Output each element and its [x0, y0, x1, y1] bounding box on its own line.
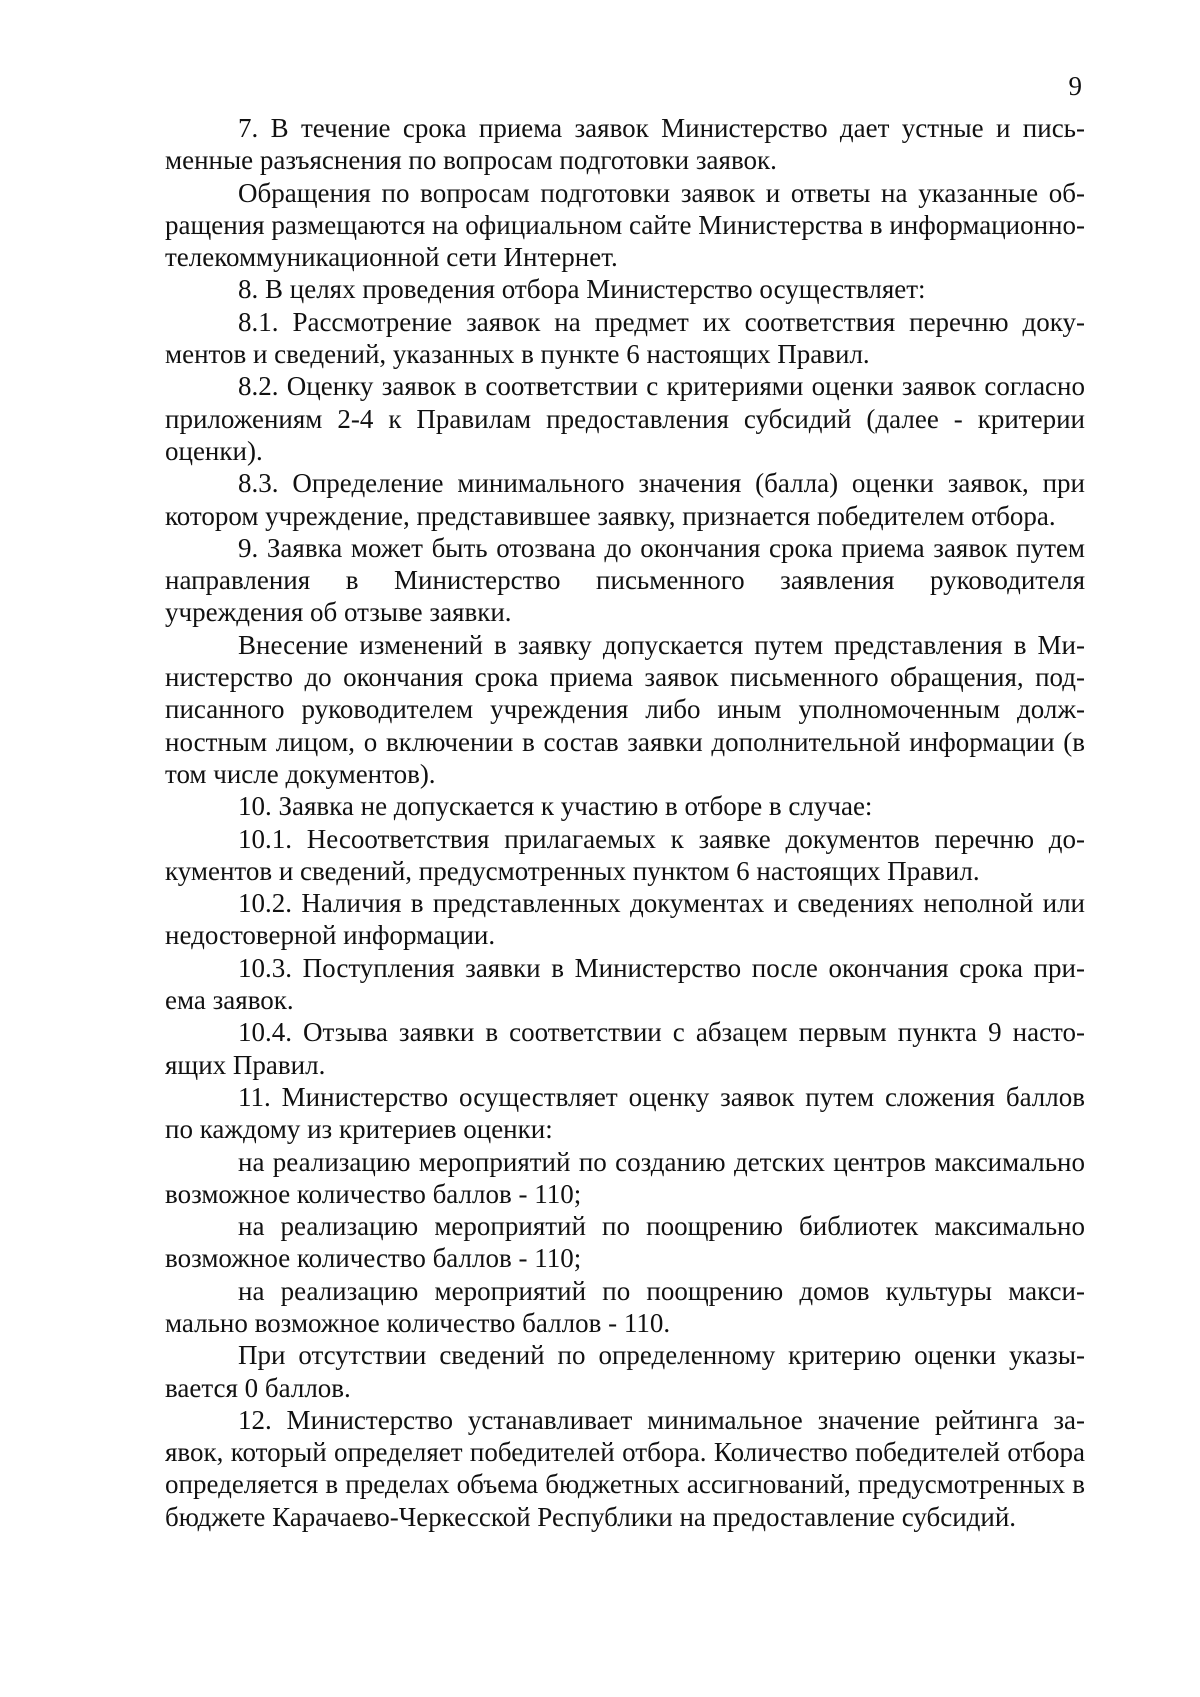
criterion-children-centers: на реализацию мероприятий по созданию детских центров максимально возможное количество баллов - 110;: [165, 1146, 1085, 1209]
paragraph-12: 12. Министерство устанавливает минимальное значение рейтинга заявок, который определяет победителей отбора. Количество победителей отбора определяется в пределах объема бюджетных ассигнований, предусмотренных в бюджете Карачаево-Черкесской Республики на предоставление субсидий.: [165, 1404, 1085, 1532]
paragraph-10-3: 10.3. Поступления заявки в Министерство после окончания срока приема заявок.: [165, 952, 1085, 1016]
paragraph-11-zero-points: При отсутствии сведений по определенному критерию оценки указывается 0 баллов.: [165, 1340, 1085, 1403]
paragraph-10-4: 10.4. Отзыва заявки в соответствии с абзацем первым пункта 9 настоящих Правил.: [165, 1017, 1085, 1080]
paragraph-11: 11. Министерство осуществляет оценку заявок путем сложения баллов по каждому из критериев оценки:: [165, 1081, 1085, 1145]
paragraph-9-amendments: Внесение изменений в заявку допускается путем представления в Министерство до окончания срока приема заявок письменного обращения, подписанного руководителем учреждения либо иным уполномоченным должностным лицом, о включении в состав заявки дополнительной информации (в том числе документов).: [165, 629, 1085, 789]
paragraph-8: 8. В целях проведения отбора Министерство осуществляет:: [238, 274, 926, 305]
paragraph-10-2: 10.2. Наличия в представленных документах и сведениях неполной или недостоверной информации.: [165, 888, 1085, 951]
page-number: 9: [1068, 71, 1082, 101]
paragraph-7-appeals: Обращения по вопросам подготовки заявок и ответы на указанные обращения размещаются на официальном сайте Министерства в информационно-телекоммуникационной сети Интернет.: [165, 177, 1085, 273]
paragraph-9: 9. Заявка может быть отозвана до окончания срока приема заявок путем направления в Министерство письменного заявления руководителя учреждения об отзыве заявки.: [165, 532, 1085, 628]
paragraph-7: 7. В течение срока приема заявок Министерство дает устные и письменные разъяснения по вопросам подготовки заявок.: [165, 113, 1085, 176]
paragraph-8-1: 8.1. Рассмотрение заявок на предмет их соответствия перечню документов и сведений, указанных в пункте 6 настоящих Правил.: [165, 306, 1085, 370]
criterion-culture-houses: на реализацию мероприятий по поощрению домов культуры максимально возможное количество баллов - 110.: [165, 1275, 1085, 1338]
paragraph-10: 10. Заявка не допускается к участию в отборе в случае:: [238, 791, 873, 822]
paragraph-10-1: 10.1. Несоответствия прилагаемых к заявке документов перечню документов и сведений, предусмотренных пунктом 6 настоящих Правил.: [165, 823, 1085, 886]
document-body: [165, 112, 1085, 1533]
paragraph-8-3: 8.3. Определение минимального значения (балла) оценки заявок, при котором учреждение, представившее заявку, признается победителем отбора.: [165, 468, 1085, 531]
criterion-libraries: на реализацию мероприятий по поощрению библиотек максимально возможное количество баллов - 110;: [165, 1211, 1085, 1274]
paragraph-8-2: 8.2. Оценку заявок в соответствии с критериями оценки заявок согласно приложениям 2-4 к Правилам предоставления субсидий (далее - критерии оценки).: [165, 371, 1085, 466]
